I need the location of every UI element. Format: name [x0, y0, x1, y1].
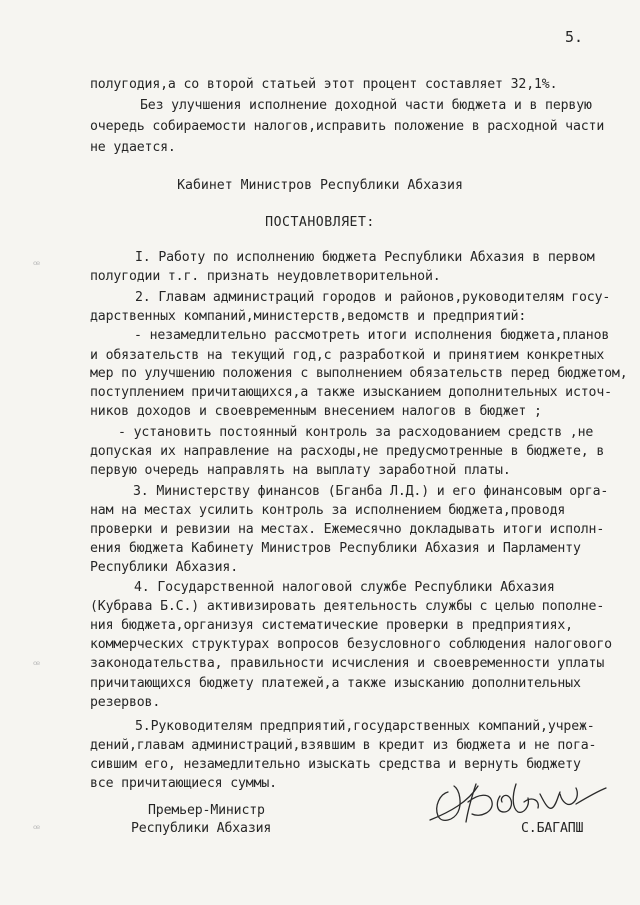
- body-line: сившим его, незамедлительно изыскать средства и вернуть бюджету: [90, 757, 581, 772]
- body-line: мер по улучшению положения с выполнением обязательств перед бюджетом,: [90, 366, 628, 381]
- body-line: - установить постоянный контроль за расходованием средств ,не: [118, 425, 594, 440]
- body-line: Республики Абхазия.: [90, 560, 239, 575]
- body-line: законодательства, правильности исчисления и своевременности уплаты: [90, 656, 605, 671]
- body-line: причитающихся бюджету платежей,а также изысканию дополнительных: [90, 676, 581, 691]
- page-number: 5.: [565, 28, 584, 46]
- body-line: дарственных компаний,министерств,ведомств и предприятий:: [90, 309, 527, 324]
- body-line: полугодии т.г. признать неудовлетворительной.: [90, 269, 441, 284]
- body-line: (Кубрава Б.С.) активизировать деятельность службы с целью пополне-: [90, 599, 605, 614]
- body-line: резервов.: [90, 695, 161, 710]
- body-line: 2. Главам администраций городов и районов,руководителям госу-: [135, 290, 611, 305]
- punch-mark-icon: ꟹ: [33, 658, 41, 672]
- signatory-name: С.БАГАПШ: [521, 821, 584, 836]
- intro-line: полугодия,а со второй статьей этот процент составляет 32,1%.: [90, 77, 558, 92]
- body-line: и обязательств на текущий год,с разработкой и принятием конкретных: [90, 348, 605, 363]
- intro-line: не удается.: [90, 140, 176, 155]
- decree-heading: ПОСТАНОВЛЯЕТ:: [265, 215, 375, 230]
- issuer-heading: Кабинет Министров Республики Абхазия: [177, 178, 463, 193]
- body-line: 4. Государственной налоговой службе Республики Абхазия: [134, 580, 555, 595]
- body-line: - незамедлительно рассмотреть итоги исполнения бюджета,планов: [134, 328, 610, 343]
- intro-line: очередь собираемости налогов,исправить положение в расходной части: [90, 119, 605, 134]
- handwritten-signature: [420, 772, 620, 832]
- intro-line: Без улучшения исполнение доходной части бюджета и в первую: [140, 98, 592, 113]
- body-line: проверки и ревизии на местах. Ежемесячно докладывать итоги исполн-: [90, 522, 605, 537]
- body-line: коммерческих структурах вопросов безусловного соблюдения налогового: [90, 637, 612, 652]
- body-line: ния бюджета,организуя систематические проверки в предприятиях,: [90, 618, 573, 633]
- body-line: I. Работу по исполнению бюджета Республики Абхазия в первом: [135, 250, 595, 265]
- body-line: ников доходов и своевременным внесением налогов в бюджет ;: [90, 404, 542, 419]
- body-line: первую очередь направлять на выплату заработной платы.: [90, 463, 511, 478]
- signatory-title: Республики Абхазия: [131, 821, 272, 836]
- body-line: ения бюджета Кабинету Министров Республики Абхазия и Парламенту: [90, 541, 581, 556]
- body-line: все причитающиеся суммы.: [90, 776, 277, 791]
- body-line: 3. Министерству финансов (Бганба Л.Д.) и его финансовым орга-: [133, 484, 609, 499]
- punch-mark-icon: ꟹ: [33, 258, 41, 272]
- body-line: 5.Руководителям предприятий,государственных компаний,учреж-: [135, 719, 595, 734]
- signatory-title: Премьер-Министр: [148, 803, 265, 818]
- body-line: допуская их направление на расходы,не предусмотренные в бюджете, в: [90, 444, 605, 459]
- punch-mark-icon: ꟹ: [33, 822, 41, 836]
- body-line: нам на местах усилить контроль за исполнением бюджета,проводя: [90, 503, 566, 518]
- body-line: дений,главам администраций,взявшим в кредит из бюджета и не пога-: [90, 738, 597, 753]
- body-line: поступлением причитающихся,а также изысканием дополнительных источ-: [90, 385, 612, 400]
